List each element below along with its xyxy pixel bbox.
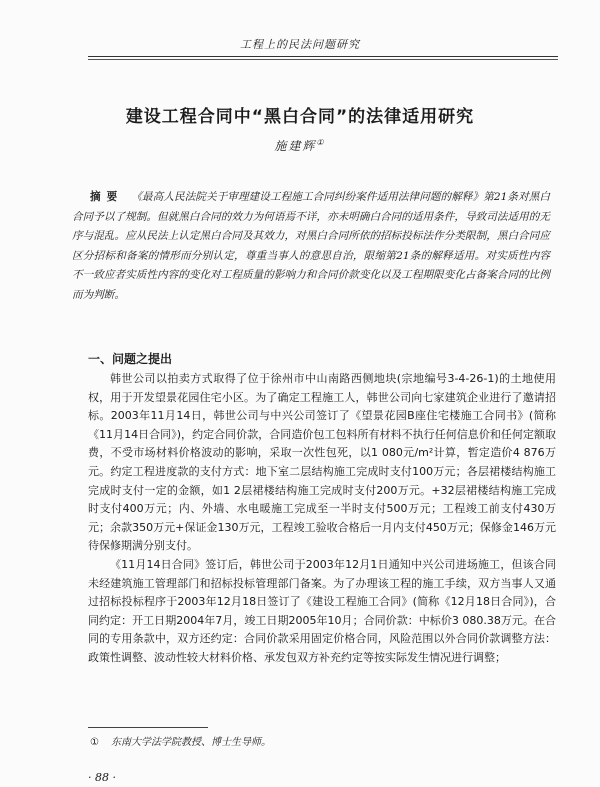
page-number: · 88 · [88,771,116,784]
running-header: 工程上的民法问题研究 [240,38,360,51]
author-name: 施建辉 [274,139,317,153]
author-line [0,137,600,154]
header-rule-bottom [88,59,558,60]
article-title: 建设工程合同中“黑白合同”的法律适用研究 [125,107,475,127]
footnote-mark: ① [90,737,99,748]
body-paragraph: 韩世公司以拍卖方式取得了位于徐州市中山南路西侧地块(宗地编号3-4-26-1)的土地使用权，用于开发望景花园住宅小区。为了确定工程施工人，韩世公司向七家建筑企业进行了邀请招标。2003年11月14日，韩世公司与中兴公司签订了《望景花园B座住宅楼施工合同书》(简称《11月14日合同》)，约定合同价款，合同造价包工包料所有材料不执行任何信息价和任何定额取费，不受市场材料价格波动的影响，采取一次性包死，以1 080元/m²计算，暂定造价4 876万元。约定工程进度款的支付方式：地下室二层结构施工完成时支付100万元；各层裙楼结构施工完成时支付一定的金额，如1 2层裙楼结构施工完成时支付200万元。+32层裙楼结构施工完成时支付400万元；内、外墙、水电暖施工完成至一半时支付500万元；工程竣工前支付430万元；余款350万元+保证金130万元，工程竣工验收合格后一月内支付450万元；保修金146万元待保修期满分别支付。 [88,372,556,553]
body-paragraph: 《11月14日合同》签订后，韩世公司于2003年12月1日通知中兴公司进场施工，但该合同未经建筑施工管理部门和招标投标管理部门备案。为了办理该工程的施工手续，双方当事人又通过招标投标程序于2003年12月18日签订了《建设工程施工合同》(简称《12月18日合同》)，合同约定：开工日期2004年7月，竣工日期2005年10月；合同价款：中标价3 080.38万元。在合同的专用条款中，双方还约定：合同价款采用固定价格合同，风险范围以外合同价款调整方法：政策性调整、波动性较大材料价格、承发包双方补充约定等按实际发生情况进行调整； [88,557,556,664]
header-rule-top [88,56,558,57]
section-heading: 一、问题之提出 [88,352,173,366]
footnote-divider [88,727,208,728]
abstract-text: 《最高人民法院关于审理建设工程施工合同纠纷案件适用法律问题的解释》第21条对黑白合同予以了规制。但就黑白合同的效力为何语焉不详，亦未明确白合同的适用条件，导致司法适用的无序与混乱。应从民法上认定黑白合同及其效力，对黑白合同所依的招标投标法作分类限制，黑白合同应区分招标和备案的情形而分别认定，尊重当事人的意思自治，限缩第21条的解释适用。对实质性内容不一致应者实质性内容的变化对工程质量的影响力和合同价款变化以及工程期限变化占备案合同的比例而为判断。 [72,191,550,301]
footnote [90,733,271,748]
abstract [72,188,550,306]
abstract-label: 摘要 [90,191,124,203]
author-footnote-mark[interactable]: ① [316,138,326,147]
footnote-text: 东南大学法学院教授、博士生导师。 [110,737,271,748]
section-body [88,370,556,668]
